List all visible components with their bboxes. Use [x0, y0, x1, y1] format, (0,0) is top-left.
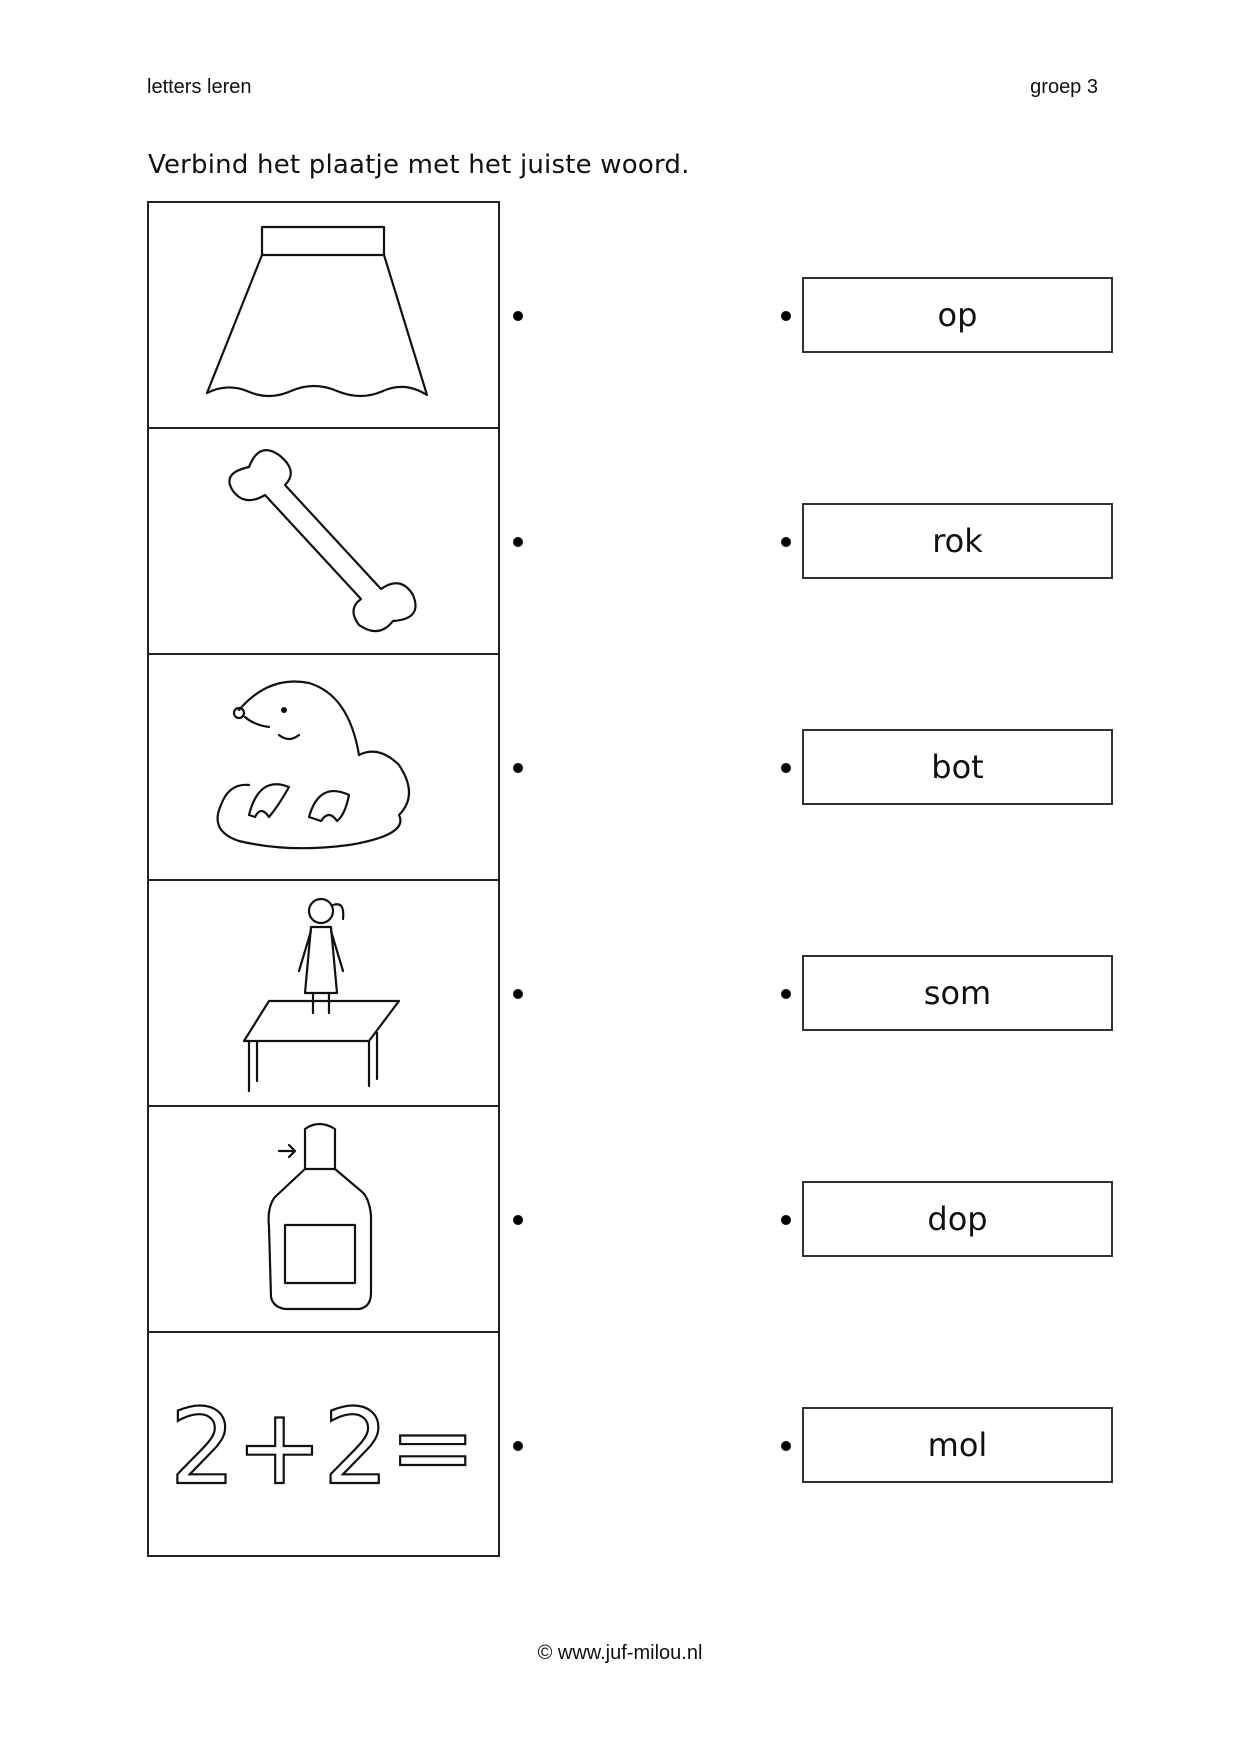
left-dot[interactable]: [513, 537, 523, 547]
left-dot[interactable]: [513, 1441, 523, 1451]
left-dot[interactable]: [513, 989, 523, 999]
picture-cell: [149, 655, 498, 881]
picture-cell: [149, 429, 498, 655]
footer-copyright: © www.juf-milou.nl: [537, 1642, 703, 1664]
sum-icon: [149, 1333, 498, 1557]
bone-icon: [149, 429, 498, 653]
right-dot[interactable]: [781, 763, 791, 773]
skirt-icon: [149, 203, 498, 427]
word-box-bot: bot: [802, 729, 1113, 805]
right-dot[interactable]: [781, 1215, 791, 1225]
picture-cell: [149, 881, 498, 1107]
bottle-cap-icon: [149, 1107, 498, 1331]
instruction: Verbind het plaatje met het juiste woord.: [148, 150, 690, 180]
word-box-dop: dop: [802, 1181, 1113, 1257]
word-box-rok: rok: [802, 503, 1113, 579]
right-dot[interactable]: [781, 537, 791, 547]
mole-icon: [149, 655, 498, 879]
sum-text: 2+2=: [169, 1386, 477, 1508]
header-group: groep 3: [1030, 76, 1098, 98]
word-box-op: op: [802, 277, 1113, 353]
right-dot[interactable]: [781, 1441, 791, 1451]
right-dot[interactable]: [781, 311, 791, 321]
picture-cell: [149, 203, 498, 429]
left-dot[interactable]: [513, 311, 523, 321]
picture-column: [147, 201, 500, 1557]
picture-cell: [149, 1333, 498, 1559]
word-box-som: som: [802, 955, 1113, 1031]
left-dot[interactable]: [513, 763, 523, 773]
header-subject: letters leren: [147, 76, 252, 98]
word-box-mol: mol: [802, 1407, 1113, 1483]
left-dot[interactable]: [513, 1215, 523, 1225]
picture-cell: [149, 1107, 498, 1333]
right-dot[interactable]: [781, 989, 791, 999]
girl-on-table-icon: [149, 881, 498, 1105]
